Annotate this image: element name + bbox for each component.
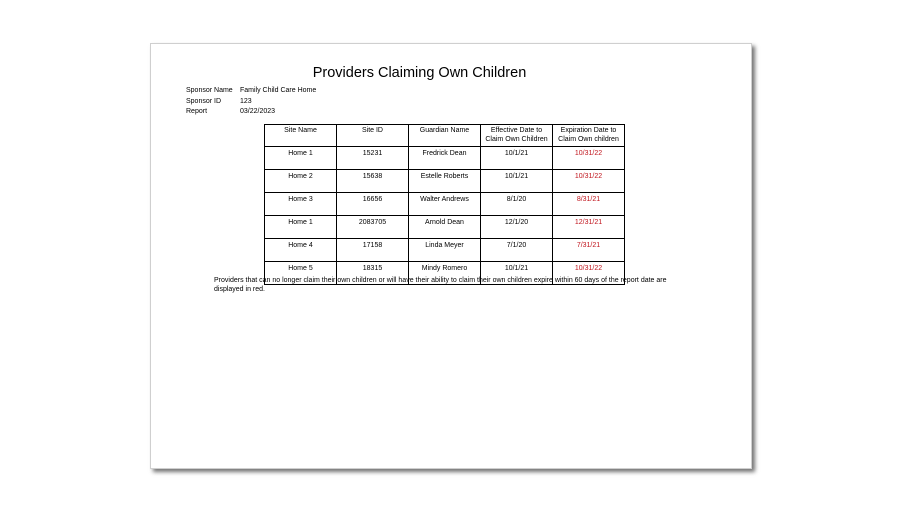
meta-report-date (186, 107, 316, 118)
column-header-guardian-name: Guardian Name (409, 125, 481, 147)
meta-sponsor-id (186, 97, 316, 108)
column-header-expiration-date: Expiration Date to Claim Own children (553, 125, 625, 147)
cell-site-id: 2083705 (337, 216, 409, 239)
cell-guardian: Fredrick Dean (409, 147, 481, 170)
cell-effective-date: 10/1/21 (481, 262, 553, 285)
cell-site-name: Home 5 (265, 262, 337, 285)
cell-guardian: Estelle Roberts (409, 170, 481, 193)
cell-effective-date: 7/1/20 (481, 239, 553, 262)
table-row (265, 216, 625, 239)
cell-guardian: Arnold Dean (409, 216, 481, 239)
cell-site-name: Home 2 (265, 170, 337, 193)
meta-value: 03/22/2023 (240, 108, 276, 115)
cell-guardian: Mindy Romero (409, 262, 481, 285)
table-row (265, 147, 625, 170)
cell-site-id: 18315 (337, 262, 409, 285)
cell-expiration-date: 8/31/21 (553, 193, 625, 216)
meta-label: Sponsor ID (186, 97, 222, 105)
cell-site-name: Home 4 (265, 239, 337, 262)
providers-table (264, 124, 625, 285)
report-title: Providers Claiming Own Children (312, 65, 527, 81)
column-header-site-id: Site ID (337, 125, 409, 147)
table-row (265, 239, 625, 262)
cell-effective-date: 10/1/21 (481, 147, 553, 170)
cell-guardian: Linda Meyer (409, 239, 481, 262)
cell-expiration-date: 10/31/22 (553, 262, 625, 285)
meta-label: Report (186, 108, 208, 115)
meta-sponsor-name (186, 86, 316, 97)
report-page (150, 43, 752, 469)
report-footnote: Providers that can no longer claim their own children or will have their ability to claim their own children expire within 60 days of the report date are displayed in red. (214, 277, 667, 293)
column-header-site-name: Site Name (265, 125, 337, 147)
cell-site-id: 16656 (337, 193, 409, 216)
report-meta (186, 86, 316, 118)
cell-site-name: Home 1 (265, 147, 337, 170)
cell-expiration-date: 10/31/22 (553, 170, 625, 193)
cell-expiration-date: 12/31/21 (553, 216, 625, 239)
cell-site-id: 17158 (337, 239, 409, 262)
cell-guardian: Walter Andrews (409, 193, 481, 216)
table-header-row (265, 125, 625, 147)
meta-value: 123 (240, 97, 252, 105)
table-row (265, 193, 625, 216)
cell-effective-date: 8/1/20 (481, 193, 553, 216)
table-row (265, 170, 625, 193)
cell-site-id: 15638 (337, 170, 409, 193)
cell-expiration-date: 7/31/21 (553, 239, 625, 262)
cell-site-name: Home 1 (265, 216, 337, 239)
cell-effective-date: 12/1/20 (481, 216, 553, 239)
cell-expiration-date: 10/31/22 (553, 147, 625, 170)
cell-effective-date: 10/1/21 (481, 170, 553, 193)
cell-site-id: 15231 (337, 147, 409, 170)
cell-site-name: Home 3 (265, 193, 337, 216)
meta-label: Sponsor Name (186, 87, 233, 94)
meta-value: Family Child Care Home (240, 87, 317, 94)
column-header-effective-date: Effective Date to Claim Own Children (481, 125, 553, 147)
